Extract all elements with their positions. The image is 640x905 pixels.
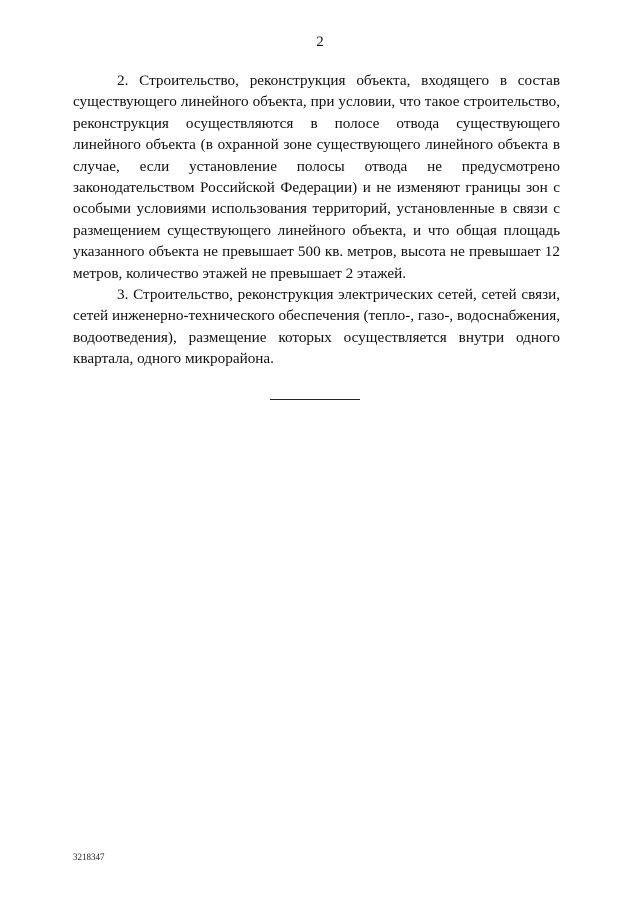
end-of-document-divider <box>270 399 360 400</box>
paragraph-item-3: 3. Строительство, реконструкция электрических сетей, сетей связи, сетей инженерно-технического обеспечения (тепло-, газо-, водоснабжения, водоотведения), размещение которых осуществляется внутри одного квартала, одного микрорайона. <box>73 286 560 368</box>
page-number: 2 <box>316 34 324 50</box>
paragraph-item-2: 2. Строительство, реконструкция объекта, входящего в состав существующего линейного объекта, при условии, что такое строительство, реконструкция осуществляются в полосе отвода существующего линейного объекта (в охранной зоне существующего линейного объекта в случае, если установление полосы отвода не предусмотрено законодательством Российской Федерации) и не изменяют границы зон с особыми условиями использования территорий, установленные в связи с размещением существующего линейного объекта, и что общая площадь указанного объекта не превышает 500 кв. метров, высота не превышает 12 метров, количество этажей не превышает 2 этажей. <box>73 72 560 282</box>
document-code: 3218347 <box>73 852 105 862</box>
document-body <box>73 70 560 370</box>
